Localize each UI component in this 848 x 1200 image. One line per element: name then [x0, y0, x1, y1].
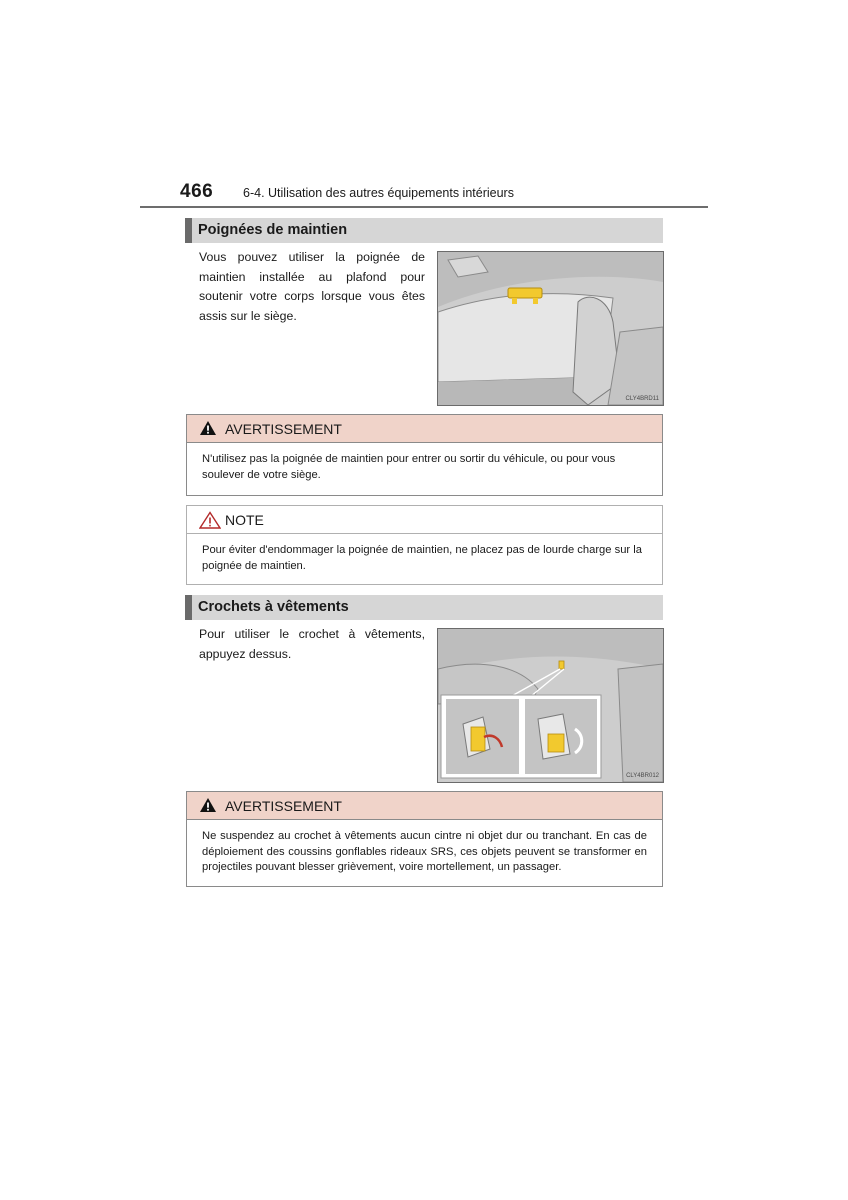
figure-code: CLY4BR012	[626, 773, 659, 779]
warning-icon	[199, 420, 217, 436]
section-title: Crochets à vêtements	[198, 599, 349, 615]
section-heading-assist-grips	[185, 218, 663, 243]
caution-icon	[199, 511, 221, 529]
warning-text: N'utilisez pas la poignée de maintien pour entrer ou sortir du véhicule, ou pour vous soulever de votre siège.	[202, 453, 616, 481]
note-title: NOTE	[225, 512, 264, 528]
note-text: Pour éviter d'endommager la poignée de maintien, ne placez pas de lourde charge sur la poignée de maintien.	[202, 544, 642, 572]
warning-header	[187, 415, 662, 443]
page-number: 466	[180, 181, 214, 202]
section-body-text: Pour utiliser le crochet à vêtements, appuyez dessus.	[199, 627, 425, 661]
warning-header	[187, 792, 662, 820]
warning-title: AVERTISSEMENT	[225, 421, 342, 437]
section-body-text: Vous pouvez utiliser la poignée de maintien installée au plafond pour soutenir votre corps lorsque vous êtes assis sur le siège.	[199, 250, 425, 323]
header-rule	[140, 206, 708, 208]
assist-grip-illustration	[437, 251, 664, 406]
warning-box	[186, 414, 663, 496]
coat-hook-illustration	[437, 628, 664, 783]
chapter-title: 6-4. Utilisation des autres équipements intérieurs	[243, 186, 514, 200]
warning-icon	[199, 797, 217, 813]
warning-title: AVERTISSEMENT	[225, 798, 342, 814]
coat-hook-drawing	[438, 629, 663, 782]
section-title: Poignées de maintien	[198, 222, 348, 238]
note-box	[186, 505, 663, 585]
section-heading-coat-hooks	[185, 595, 663, 620]
car-interior-drawing	[438, 252, 663, 405]
warning-text: Ne suspendez au crochet à vêtements aucun cintre ni objet dur ou tranchant. En cas de déploiement des coussins gonflables rideaux SRS, ces objets peuvent se transformer en projectiles pouvant blesser grièvement, voire mortellement, un passager.	[202, 830, 647, 873]
figure-code: CLY4BRD11	[625, 396, 659, 402]
note-header	[187, 506, 662, 534]
warning-box	[186, 791, 663, 887]
